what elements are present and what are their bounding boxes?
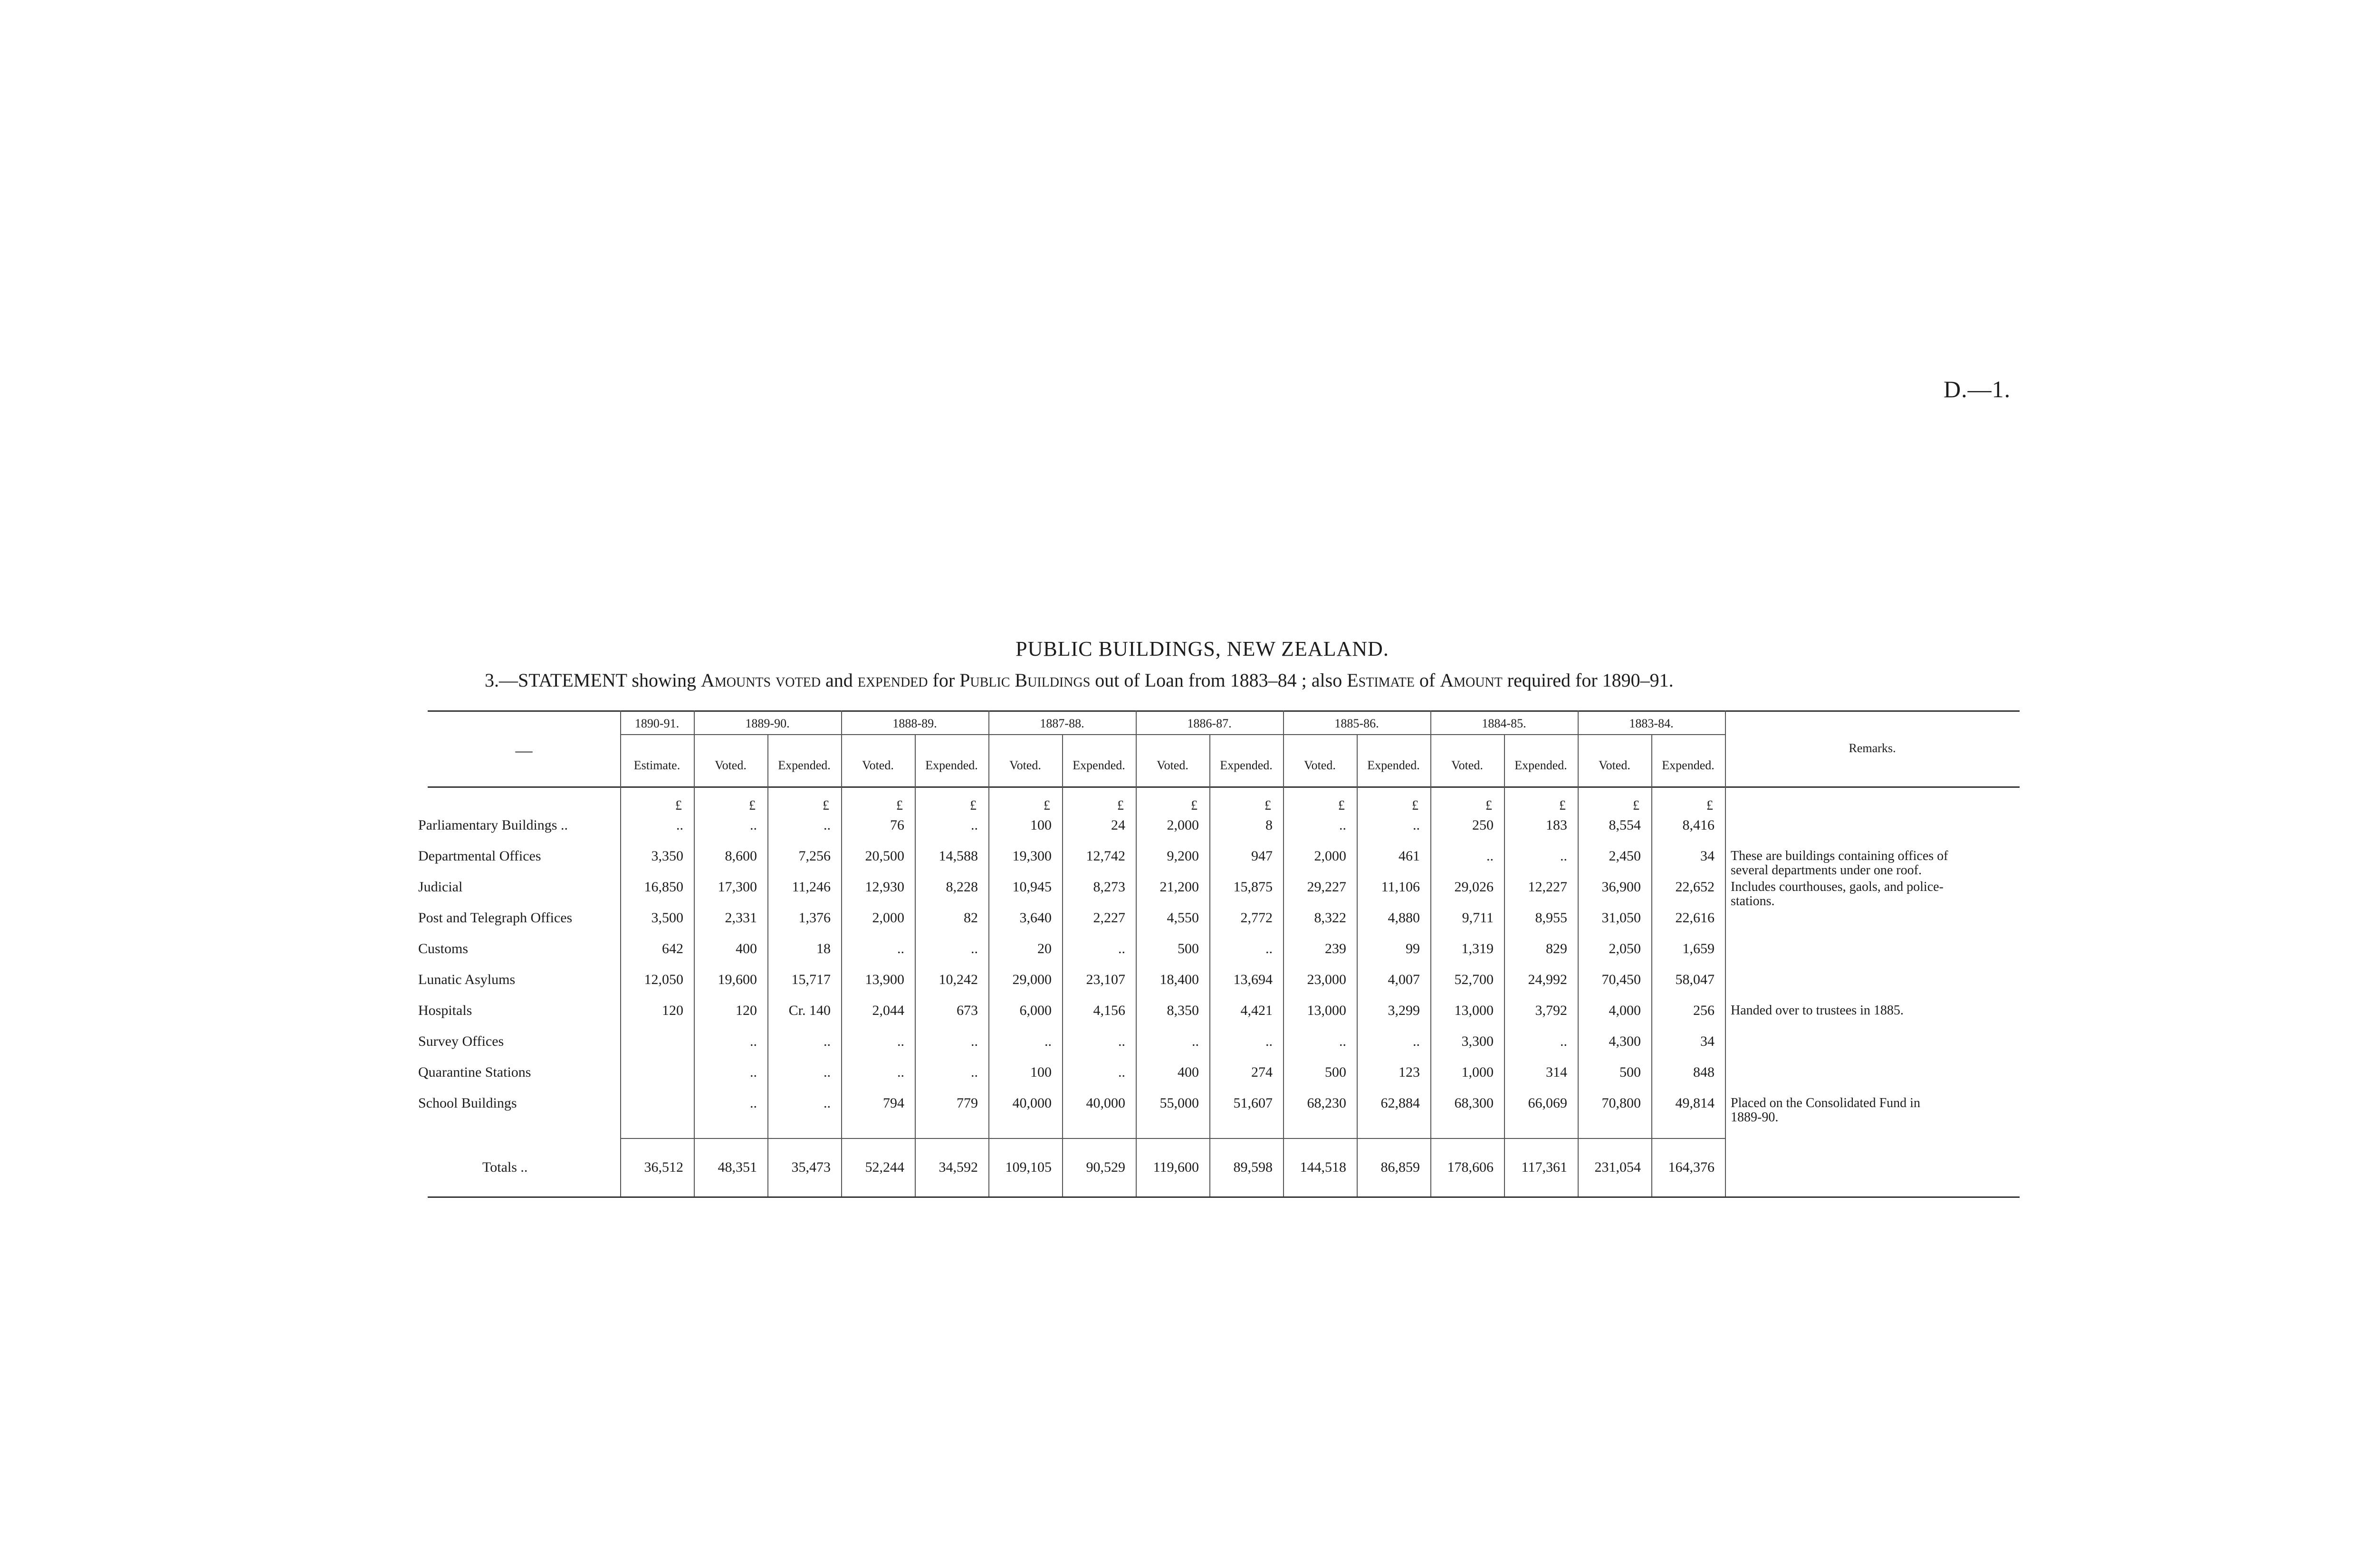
totals-cell: 117,361 (1521, 1159, 1567, 1175)
table-cell: 70,800 (1601, 1095, 1641, 1111)
subtitle-part: of (1414, 669, 1440, 691)
table-cell: .. (971, 941, 978, 956)
table-cell: 15,875 (1233, 879, 1273, 895)
table-cell: .. (897, 941, 904, 956)
table-cell: .. (824, 817, 831, 833)
table-cell: 62,884 (1380, 1095, 1420, 1111)
row-remark: These are buildings containing offices of several departments under one roof. (1731, 849, 1948, 878)
currency-symbol: £ (1706, 798, 1713, 813)
totals-cell: 34,592 (939, 1159, 978, 1175)
table-cell: 8,350 (1167, 1003, 1199, 1018)
table-cell: 4,880 (1388, 910, 1420, 926)
totals-cell: 89,598 (1233, 1159, 1273, 1175)
table-cell: 13,000 (1454, 1003, 1494, 1018)
table-cell: 1,319 (1461, 941, 1494, 956)
table-cell: .. (824, 1064, 831, 1080)
table-cell: 12,227 (1528, 879, 1567, 895)
table-cell: 10,242 (939, 972, 978, 987)
year-header: 1883-84. (1629, 717, 1674, 730)
table-cell: .. (750, 1033, 757, 1049)
totals-cell: 86,859 (1380, 1159, 1420, 1175)
subtitle-part: out of Loan from 1883–84 ; also (1090, 669, 1347, 691)
table-cell: 2,000 (1314, 848, 1346, 864)
totals-cell: 164,376 (1668, 1159, 1715, 1175)
year-header: 1888-89. (892, 717, 937, 730)
sub-header: Voted. (1157, 758, 1188, 772)
table-cell: 500 (1325, 1064, 1346, 1080)
table-cell: 9,200 (1167, 848, 1199, 864)
table-cell: 12,742 (1086, 848, 1125, 864)
table-cell: 14,588 (939, 848, 978, 864)
table-cell: 794 (883, 1095, 904, 1111)
subtitle-part: for (928, 669, 960, 691)
table-cell: 24 (1111, 817, 1125, 833)
currency-symbol: £ (1559, 798, 1566, 813)
table-cell: 2,000 (1167, 817, 1199, 833)
table-cell: .. (1560, 848, 1567, 864)
table-cell: .. (1265, 941, 1273, 956)
totals-cell: 52,244 (865, 1159, 904, 1175)
table-cell: 500 (1619, 1064, 1641, 1080)
table-cell: 70,450 (1601, 972, 1641, 987)
totals-cell: 109,105 (1005, 1159, 1052, 1175)
row-label: Survey Offices (418, 1033, 504, 1049)
totals-cell: 35,473 (791, 1159, 831, 1175)
table-cell: 4,550 (1167, 910, 1199, 926)
sub-header: Expended. (1662, 758, 1715, 772)
sub-header: Voted. (1599, 758, 1630, 772)
table-cell: .. (750, 817, 757, 833)
table-cell: 461 (1399, 848, 1420, 864)
table-cell: 23,000 (1307, 972, 1346, 987)
table-cell: 1,376 (798, 910, 831, 926)
table-cell: 4,156 (1093, 1003, 1125, 1018)
table-cell: 8,955 (1535, 910, 1567, 926)
year-header: 1887-88. (1040, 717, 1084, 730)
totals-cell: 231,054 (1594, 1159, 1641, 1175)
totals-cell: 90,529 (1086, 1159, 1125, 1175)
table-cell: 40,000 (1012, 1095, 1052, 1111)
row-remark: Handed over to trustees in 1885. (1731, 1003, 1904, 1018)
table-cell: 400 (1178, 1064, 1199, 1080)
totals-label: Totals .. (482, 1159, 528, 1175)
currency-symbol: £ (1191, 798, 1198, 813)
sub-header: Expended. (925, 758, 978, 772)
table-cell: .. (971, 817, 978, 833)
table-cell: Cr. 140 (788, 1003, 831, 1018)
table-cell: 34 (1700, 1033, 1715, 1049)
table-cell: 274 (1251, 1064, 1273, 1080)
table-cell: .. (1118, 1033, 1125, 1049)
table-cell: 7,256 (798, 848, 831, 864)
table-cell: 19,600 (718, 972, 757, 987)
row-label: Hospitals (418, 1003, 472, 1018)
table-cell: 947 (1251, 848, 1273, 864)
table-cell: .. (750, 1064, 757, 1080)
table-cell: .. (824, 1095, 831, 1111)
table-cell: 314 (1546, 1064, 1567, 1080)
totals-cell: 36,512 (644, 1159, 683, 1175)
table-cell: 120 (736, 1003, 757, 1018)
table-cell: .. (1044, 1033, 1052, 1049)
table-cell: 49,814 (1675, 1095, 1715, 1111)
subtitle-part: Estimate (1347, 669, 1415, 691)
table-cell: 2,000 (872, 910, 904, 926)
table-cell: .. (897, 1033, 904, 1049)
table-cell: 8,228 (946, 879, 978, 895)
table-cell: 68,230 (1307, 1095, 1346, 1111)
table-cell: 68,300 (1454, 1095, 1494, 1111)
subtitle-part: Amounts voted (700, 669, 821, 691)
sub-header: Voted. (1304, 758, 1336, 772)
table-cell: 183 (1546, 817, 1567, 833)
currency-symbol: £ (1265, 798, 1271, 813)
table-cell: 20 (1037, 941, 1052, 956)
table-cell: 779 (957, 1095, 978, 1111)
table-cell: .. (1339, 1033, 1346, 1049)
table-cell: 4,000 (1609, 1003, 1641, 1018)
table-cell: 76 (890, 817, 904, 833)
table-cell: 3,300 (1461, 1033, 1494, 1049)
year-header: 1884-85. (1482, 717, 1526, 730)
top-rule (428, 710, 2020, 712)
table-cell: 400 (736, 941, 757, 956)
sub-header: Expended. (1514, 758, 1567, 772)
table-cell: 36,900 (1601, 879, 1641, 895)
sub-header: Estimate. (633, 758, 680, 772)
table-cell: 12,050 (644, 972, 683, 987)
subtitle-part: and (820, 669, 858, 691)
table-cell: .. (750, 1095, 757, 1111)
table-cell: .. (1413, 1033, 1420, 1049)
row-remark: Placed on the Consolidated Fund in 1889-90. (1731, 1096, 1920, 1125)
table-cell: 829 (1546, 941, 1567, 956)
table-cell: 21,200 (1159, 879, 1199, 895)
table-cell: 55,000 (1159, 1095, 1199, 1111)
year-header: 1889-90. (745, 717, 790, 730)
table-cell: 22,616 (1675, 910, 1715, 926)
subtitle-part: required for 1890–91. (1502, 669, 1674, 691)
sub-header: Expended. (1220, 758, 1273, 772)
totals-cell: 144,518 (1300, 1159, 1346, 1175)
table-cell: .. (897, 1064, 904, 1080)
table-cell: 8 (1265, 817, 1273, 833)
row-label: Customs (418, 941, 469, 956)
row-label: Post and Telegraph Offices (418, 910, 573, 926)
row-remark: Includes courthouses, gaols, and police- stations. (1731, 880, 1944, 908)
subtitle-part: expended (857, 669, 928, 691)
year-header: 1885-86. (1334, 717, 1379, 730)
table-cell: 31,050 (1601, 910, 1641, 926)
table-cell: 256 (1693, 1003, 1715, 1018)
table-cell: 3,299 (1388, 1003, 1420, 1018)
table-cell: 19,300 (1012, 848, 1052, 864)
table-cell: 18,400 (1159, 972, 1199, 987)
table-cell: 6,000 (1019, 1003, 1052, 1018)
table-cell: .. (1339, 817, 1346, 833)
currency-symbol: £ (1117, 798, 1124, 813)
table-cell: .. (1486, 848, 1494, 864)
row-label: Parliamentary Buildings .. (418, 817, 568, 833)
table-cell: 40,000 (1086, 1095, 1125, 1111)
table-cell: 239 (1325, 941, 1346, 956)
table-cell: 82 (964, 910, 978, 926)
table-cell: 673 (957, 1003, 978, 1018)
totals-rule (620, 1138, 1725, 1139)
row-label: Departmental Offices (418, 848, 541, 864)
table-cell: 2,331 (725, 910, 757, 926)
year-header: 1890-91. (634, 717, 680, 730)
table-cell: .. (824, 1033, 831, 1049)
table-cell: 2,044 (872, 1003, 904, 1018)
table-cell: 100 (1030, 1064, 1052, 1080)
table-cell: 24,992 (1528, 972, 1567, 987)
header-dash: — (515, 741, 533, 760)
table-cell: .. (1560, 1033, 1567, 1049)
currency-symbol: £ (896, 798, 903, 813)
document-subtitle (485, 669, 1674, 691)
currency-symbol: £ (749, 798, 756, 813)
remarks-header: Remarks. (1849, 741, 1896, 755)
table-cell: 3,640 (1019, 910, 1052, 926)
table-cell: 51,607 (1233, 1095, 1273, 1111)
table-cell: 642 (662, 941, 683, 956)
sub-header: Expended. (778, 758, 831, 772)
table-cell: 15,717 (791, 972, 831, 987)
table-cell: 250 (1472, 817, 1494, 833)
table-cell: .. (1192, 1033, 1199, 1049)
year-header: 1886-87. (1187, 717, 1232, 730)
table-cell: 8,416 (1682, 817, 1715, 833)
table-cell: .. (1118, 1064, 1125, 1080)
currency-symbol: £ (1338, 798, 1345, 813)
table-cell: 3,792 (1535, 1003, 1567, 1018)
totals-cell: 48,351 (718, 1159, 757, 1175)
table-cell: .. (1413, 817, 1420, 833)
table-cell: 848 (1693, 1064, 1715, 1080)
subtitle-part: 3.—STATEMENT showing (485, 669, 701, 691)
subtitle-part: Amount (1440, 669, 1503, 691)
table-cell: 2,050 (1609, 941, 1641, 956)
currency-symbol: £ (1485, 798, 1492, 813)
header-bottom-rule (428, 786, 2020, 788)
table-cell: 13,000 (1307, 1003, 1346, 1018)
table-cell: 58,047 (1675, 972, 1715, 987)
table-cell: 120 (662, 1003, 683, 1018)
table-cell: 52,700 (1454, 972, 1494, 987)
table-cell: 22,652 (1675, 879, 1715, 895)
table-cell: .. (1265, 1033, 1273, 1049)
currency-symbol: £ (823, 798, 829, 813)
currency-symbol: £ (1412, 798, 1418, 813)
table-cell: 2,227 (1093, 910, 1125, 926)
sub-header: Expended. (1367, 758, 1420, 772)
table-cell: 34 (1700, 848, 1715, 864)
currency-symbol: £ (970, 798, 977, 813)
currency-symbol: £ (1044, 798, 1050, 813)
table-cell: 9,711 (1462, 910, 1494, 926)
table-cell: 2,450 (1609, 848, 1641, 864)
row-label: Quarantine Stations (418, 1064, 531, 1080)
year-divider (620, 734, 1725, 735)
table-cell: 12,930 (865, 879, 904, 895)
sub-header: Expended. (1073, 758, 1125, 772)
table-cell: 13,694 (1233, 972, 1273, 987)
table-cell: 29,227 (1307, 879, 1346, 895)
table-cell: 99 (1406, 941, 1420, 956)
document-title: PUBLIC BUILDINGS, NEW ZEALAND. (1016, 637, 1389, 660)
table-cell: 8,322 (1314, 910, 1346, 926)
row-label: Judicial (418, 879, 463, 895)
currency-symbol: £ (675, 798, 682, 813)
sub-header: Voted. (862, 758, 894, 772)
currency-symbol: £ (1633, 798, 1639, 813)
table-cell: 16,850 (644, 879, 683, 895)
totals-cell: 178,606 (1447, 1159, 1494, 1175)
table-cell: 8,554 (1609, 817, 1641, 833)
table-cell: 13,900 (865, 972, 904, 987)
table-cell: 17,300 (718, 879, 757, 895)
column-divider (1725, 710, 1726, 1196)
table-cell: 123 (1399, 1064, 1420, 1080)
table-cell: 29,026 (1454, 879, 1494, 895)
table-cell: .. (676, 817, 683, 833)
totals-cell: 119,600 (1153, 1159, 1199, 1175)
table-cell: 4,421 (1240, 1003, 1273, 1018)
table-cell: 8,600 (725, 848, 757, 864)
table-cell: 1,000 (1461, 1064, 1494, 1080)
table-cell: 100 (1030, 817, 1052, 833)
table-cell: 11,106 (1381, 879, 1420, 895)
table-cell: 20,500 (865, 848, 904, 864)
table-cell: 3,500 (651, 910, 683, 926)
table-cell: 11,246 (792, 879, 831, 895)
table-cell: 8,273 (1093, 879, 1125, 895)
page-reference: D.—1. (1944, 376, 2011, 402)
table-cell: 3,350 (651, 848, 683, 864)
subtitle-part: Public Buildings (959, 669, 1091, 691)
table-cell: 2,772 (1240, 910, 1273, 926)
table-cell: .. (971, 1064, 978, 1080)
table-cell: 4,007 (1388, 972, 1420, 987)
table-cell: .. (1118, 941, 1125, 956)
sub-header: Voted. (715, 758, 747, 772)
row-label: Lunatic Asylums (418, 972, 516, 987)
table-cell: 66,069 (1528, 1095, 1567, 1111)
bottom-rule (428, 1196, 2020, 1198)
table-cell: .. (971, 1033, 978, 1049)
table-cell: 500 (1178, 941, 1199, 956)
table-cell: 1,659 (1682, 941, 1715, 956)
sub-header: Voted. (1451, 758, 1483, 772)
table-cell: 10,945 (1012, 879, 1052, 895)
table-cell: 4,300 (1609, 1033, 1641, 1049)
table-cell: 18 (816, 941, 831, 956)
table-cell: 29,000 (1012, 972, 1052, 987)
table-cell: 23,107 (1086, 972, 1125, 987)
row-label: School Buildings (418, 1095, 517, 1111)
sub-header: Voted. (1009, 758, 1041, 772)
